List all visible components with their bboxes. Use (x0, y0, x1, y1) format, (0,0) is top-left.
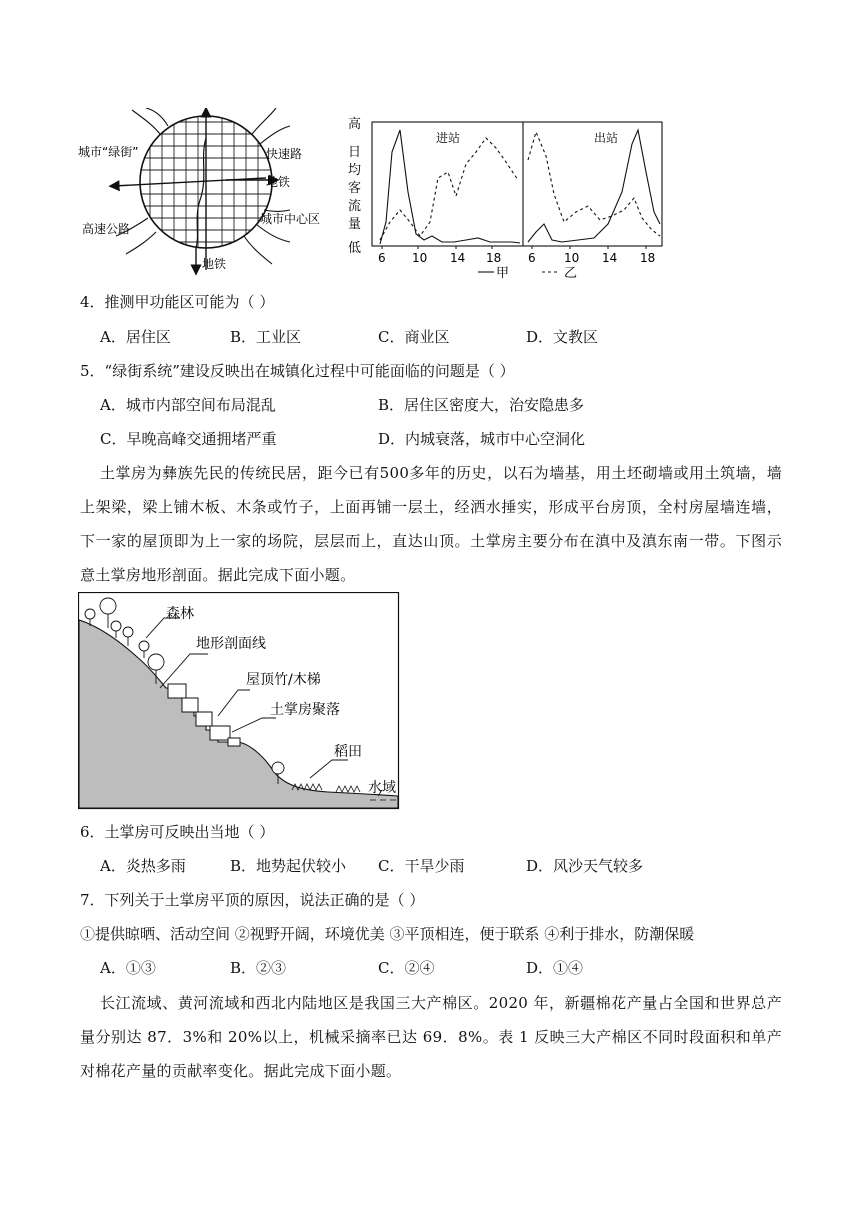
x-tick-left-10: 10 (412, 251, 428, 265)
y-axis-char-4: 流 (348, 199, 362, 214)
panel-title-in: 进站 (436, 131, 461, 145)
q6-option-d[interactable]: D．风沙天气较多 (526, 857, 644, 875)
q5-option-b[interactable]: B．居住区密度大，治安隐患多 (378, 396, 585, 414)
chart-frame (372, 122, 662, 246)
y-axis-char-3: 客 (348, 181, 362, 196)
q7-option-d[interactable]: D．①④ (526, 959, 584, 977)
passage-tuzhangfang: 土掌房为彝族先民的传统民居，距今已有500多年的历史，以石为墙基，用土坯砌墙或用土筑墙，墙上架梁，梁上铺木板、木条或竹子，上面再铺一层土，经洒水捶实，形成平台房顶，全村房屋墙连墙，下一家的屋顶即为上一家的场院，层层而上，直达山顶。土掌房主要分布在滇中及滇东南一带。下图示意土掌房地形剖面。据此完成下面小题。 (80, 464, 782, 584)
x-tick-left-6: 6 (378, 251, 386, 265)
q5-option-a[interactable]: A．城市内部空间布局混乱 (100, 396, 276, 414)
q4-option-b[interactable]: B．工业区 (230, 328, 302, 346)
x-tick-left-14: 14 (450, 251, 466, 265)
q7-option-b[interactable]: B．②③ (230, 959, 287, 977)
label-expressway: 快速路 (266, 147, 303, 161)
legend-yi: 乙 (564, 266, 578, 280)
series-jia-in (380, 130, 520, 244)
q4-option-a[interactable]: A．居住区 (100, 328, 171, 346)
series-yi-in (380, 138, 518, 240)
x-tick-right-10: 10 (564, 251, 580, 265)
question-7-stem: 7．下列关于土掌房平顶的原因，说法正确的是（ ） (80, 891, 425, 909)
y-axis-char-1: 日 (348, 145, 362, 160)
legend-jia: 甲 (496, 266, 510, 280)
y-high-label: 高 (348, 117, 362, 132)
y-low-label: 低 (348, 241, 362, 256)
city-map-diagram (76, 108, 336, 278)
label-water: 水域 (368, 780, 396, 796)
q7-statements: ①提供晾晒、活动空间 ②视野开阔，环境优美 ③平顶相连，便于联系 ④利于排水，防潮保暖 (80, 925, 695, 943)
label-forest: 森林 (166, 606, 194, 622)
q4-option-c[interactable]: C．商业区 (378, 328, 450, 346)
subway-arrow-left (114, 178, 266, 186)
question-4-stem: 4．推测甲功能区可能为（ ） (80, 293, 275, 311)
label-subway-right: 地铁 (266, 175, 291, 189)
q7-option-c[interactable]: C．②④ (378, 959, 435, 977)
panel-title-out: 出站 (594, 131, 619, 145)
label-settlement: 土掌房聚落 (270, 702, 340, 718)
q5-option-d[interactable]: D．内城衰落，城市中心空洞化 (378, 430, 586, 448)
series-yi-out (528, 132, 660, 236)
x-tick-right-14: 14 (602, 251, 618, 265)
label-paddy: 稻田 (334, 744, 362, 760)
label-roof: 屋顶竹/木梯 (246, 672, 321, 688)
terrain-profile-diagram (78, 592, 400, 810)
q6-option-c[interactable]: C．干旱少雨 (378, 857, 465, 875)
q5-option-c[interactable]: C．早晚高峰交通拥堵严重 (100, 430, 277, 448)
y-axis-char-2: 均 (348, 163, 362, 178)
label-city-center: 城市中心区 (260, 212, 321, 226)
passage-cotton: 长江流域、黄河流域和西北内陆地区是我国三大产棉区。2020 年，新疆棉花产量占全国和世界总产量分别达 87．3%和 20%以上，机械采摘率已达 69．8%。表 1 反映三大产棉区不同时段面积和单产对棉花产量的贡献率变化。据此完成下面小题。 (80, 994, 782, 1080)
question-6-stem: 6．土掌房可反映出当地（ ） (80, 823, 275, 841)
y-axis-char-5: 量 (348, 217, 362, 232)
q6-option-b[interactable]: B．地势起伏较小 (230, 857, 347, 875)
q6-option-a[interactable]: A．炎热多雨 (100, 857, 186, 875)
x-tick-left-18: 18 (486, 251, 502, 265)
label-green-street: 城市“绿街” (78, 145, 139, 159)
label-highway: 高速公路 (82, 222, 131, 236)
label-profile-line: 地形剖面线 (196, 636, 266, 652)
label-subway-bottom: 地铁 (202, 257, 227, 271)
series-jia-out (528, 130, 660, 242)
q4-option-d[interactable]: D．文教区 (526, 328, 599, 346)
q7-option-a[interactable]: A．①③ (100, 959, 156, 977)
question-5-stem: 5．“绿街系统”建设反映出在城镇化过程中可能面临的问题是（ ） (80, 362, 515, 380)
x-tick-right-18: 18 (640, 251, 656, 265)
station-flow-chart (342, 112, 672, 280)
x-tick-right-6: 6 (528, 251, 536, 265)
